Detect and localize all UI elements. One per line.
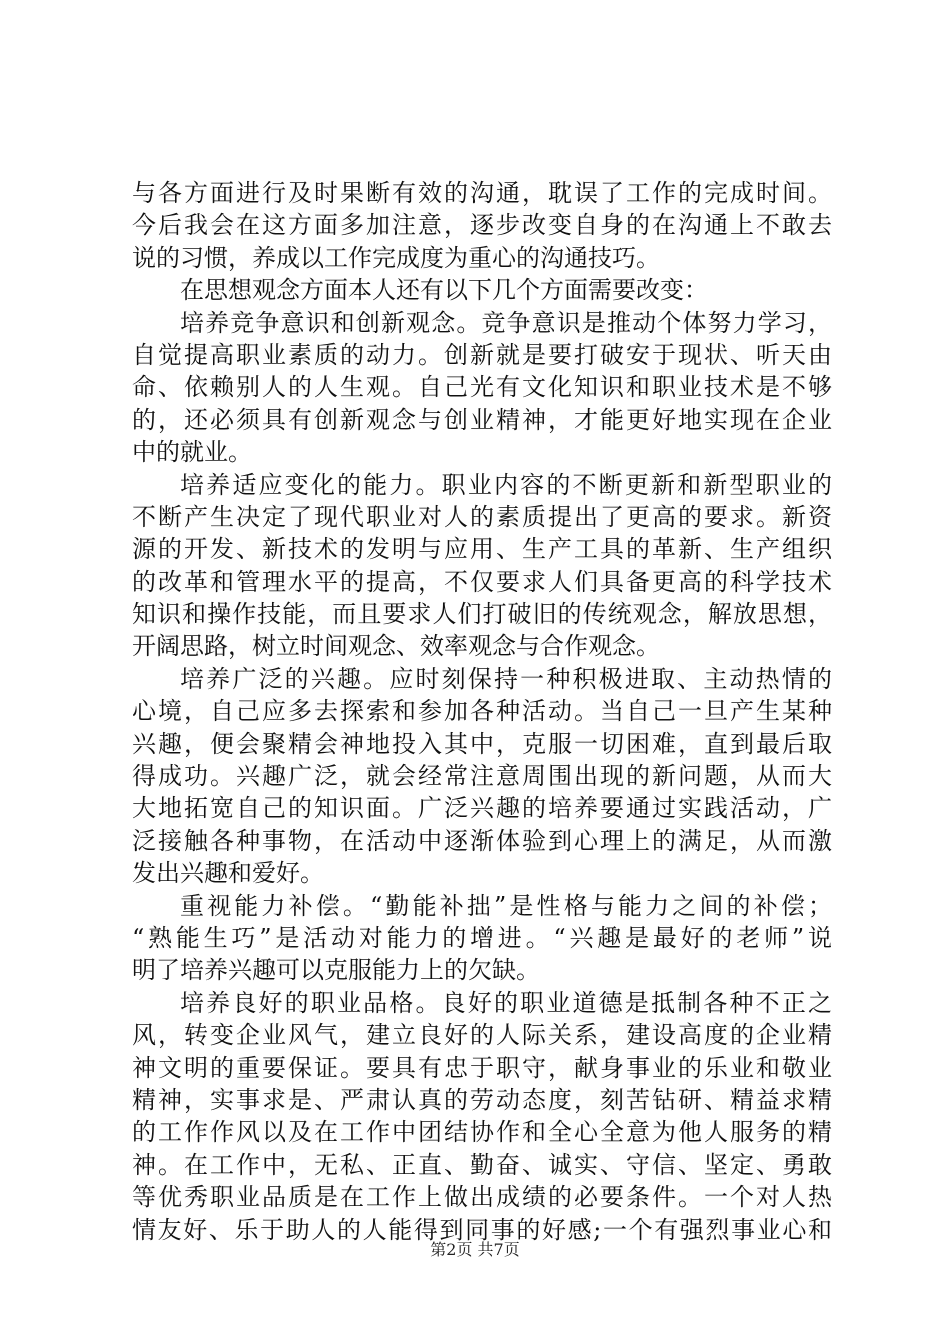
text-line: 泛接触各种事物，在活动中逐渐体验到心理上的满足，从而激 [132, 826, 832, 855]
text-line: 得成功。兴趣广泛，就会经常注意周围出现的新问题，从而大 [132, 762, 832, 791]
text-line: 的，还必须具有创新观念与创业精神，才能更好地实现在企业 [132, 405, 832, 434]
text-line: “熟能生巧”是活动对能力的增进。“兴趣是最好的老师”说 [132, 923, 832, 952]
text-line: 明了培养兴趣可以克服能力上的欠缺。 [132, 956, 540, 985]
text-line: 的改革和管理水平的提高，不仅要求人们具备更高的科学技术 [132, 567, 832, 596]
text-line: 精神，实事求是、严肃认真的劳动态度，刻苦钻研、精益求精 [132, 1085, 832, 1114]
text-line: 自觉提高职业素质的动力。创新就是要打破安于现状、听天由 [132, 340, 832, 369]
text-line: 源的开发、新技术的发明与应用、生产工具的革新、生产组织 [132, 535, 832, 564]
text-line: 兴趣，便会聚精会神地投入其中，克服一切困难，直到最后取 [132, 729, 832, 758]
text-line: 今后我会在这方面多加注意，逐步改变自身的在沟通上不敢去 [132, 211, 832, 240]
text-line: 开阔思路，树立时间观念、效率观念与合作观念。 [132, 632, 660, 661]
text-line: 培养良好的职业品格。良好的职业道德是抵制各种不正之 [180, 988, 832, 1017]
text-line: 与各方面进行及时果断有效的沟通，耽误了工作的完成时间。 [132, 179, 832, 207]
text-line: 说的习惯，养成以工作完成度为重心的沟通技巧。 [132, 243, 660, 272]
text-line: 情友好、乐于助人的人能得到同事的好感;一个有强烈事业心和 [132, 1215, 832, 1244]
text-line: 培养广泛的兴趣。应时刻保持一种积极进取、主动热情的 [180, 664, 832, 693]
page-footer: 第2页 共7页 [430, 1240, 520, 1259]
text-line: 大地拓宽自己的知识面。广泛兴趣的培养要通过实践活动，广 [132, 794, 832, 823]
text-line: 知识和操作技能，而且要求人们打破旧的传统观念，解放思想， [132, 600, 832, 629]
text-line: 中的就业。 [132, 438, 252, 467]
text-line: 的工作作风以及在工作中团结协作和全心全意为他人服务的精 [132, 1118, 832, 1147]
text-line: 发出兴趣和爱好。 [132, 859, 324, 888]
text-line: 重视能力补偿。“勤能补拙”是性格与能力之间的补偿； [180, 891, 832, 920]
text-line: 等优秀职业品质是在工作上做出成绩的必要条件。一个对人热 [132, 1183, 832, 1212]
text-line: 培养适应变化的能力。职业内容的不断更新和新型职业的 [180, 470, 832, 499]
text-line: 心境，自己应多去探索和参加各种活动。当自己一旦产生某种 [132, 697, 832, 726]
text-line: 命、依赖别人的人生观。自己光有文化知识和职业技术是不够 [132, 373, 832, 402]
text-line: 神。在工作中，无私、正直、勤奋、诚实、守信、坚定、勇敢 [132, 1150, 832, 1179]
document-body [132, 177, 832, 1246]
text-line: 在思想观念方面本人还有以下几个方面需要改变： [180, 276, 708, 305]
text-line: 不断产生决定了现代职业对人的素质提出了更高的要求。新资 [132, 502, 832, 531]
text-line: 神文明的重要保证。要具有忠于职守，献身事业的乐业和敬业 [132, 1053, 832, 1082]
text-line: 培养竞争意识和创新观念。竞争意识是推动个体努力学习， [180, 308, 832, 337]
text-line: 风，转变企业风气，建立良好的人际关系，建设高度的企业精 [132, 1021, 832, 1050]
